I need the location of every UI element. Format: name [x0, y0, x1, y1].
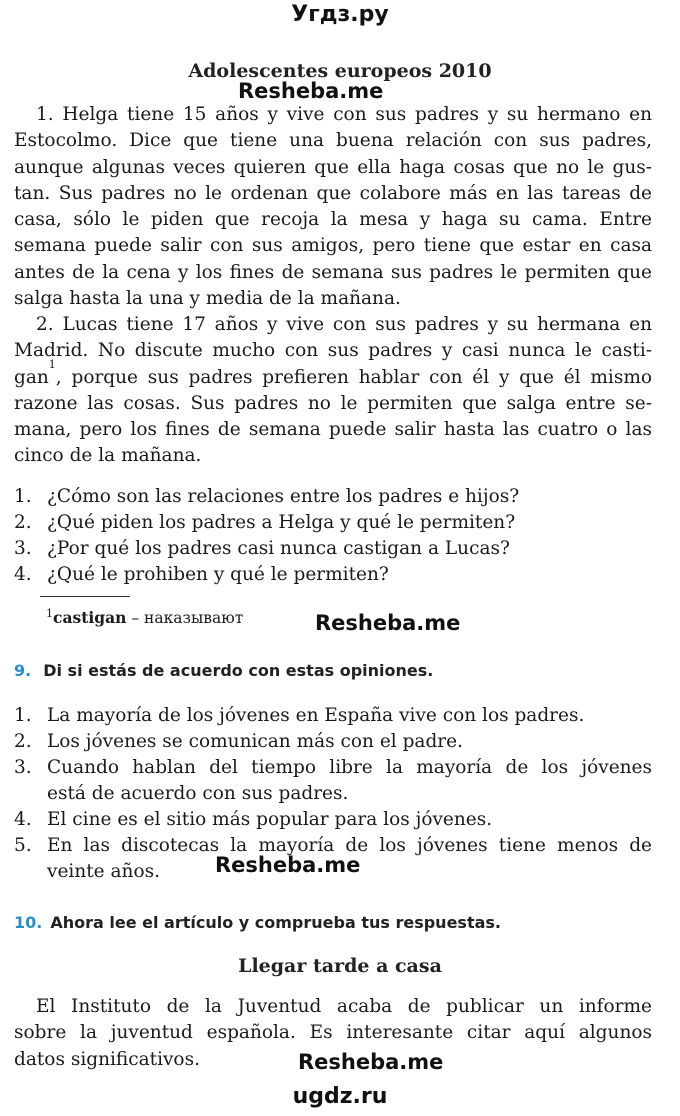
text-line: antes de la cena y los fines de semana sus padres le permiten que — [14, 261, 652, 283]
item-text: ¿Qué le prohiben y qué le permiten? — [47, 564, 389, 585]
task-text: Ahora lee el artículo y comprueba tus respuestas. — [50, 913, 501, 932]
text-line: aunque algunas veces quieren que ella haga cosas que no le gus- — [14, 156, 652, 178]
list-item — [14, 510, 664, 536]
item-text: En las discotecas la mayoría de los jóvenes tiene menos de — [47, 835, 652, 856]
text-line: Madrid. No discute mucho con sus padres y casi nunca le casti- — [14, 340, 652, 362]
text-line: 1. Helga tiene 15 años y vive con sus padres y su hermano en — [36, 104, 652, 125]
text-line: cinco de la mañana. — [14, 445, 202, 467]
text-line: salga hasta la una y media de la mañana. — [14, 288, 401, 310]
footnote-translation: – наказывают — [126, 609, 244, 627]
footnote — [46, 608, 243, 627]
item-text: La mayoría de los jóvenes en España vive con los padres. — [47, 705, 585, 726]
footnote-divider — [40, 596, 130, 597]
footnote-term: castigan — [53, 608, 127, 627]
item-text: está de acuerdo con sus padres. — [47, 783, 349, 804]
item-number: 4. — [14, 564, 32, 585]
item-text: ¿Por qué los padres casi nunca castigan a Lucas? — [47, 538, 510, 559]
watermark-bottom: ugdz.ru — [292, 1084, 388, 1109]
text-line: 2. Lucas tiene 17 años y vive con sus padres y su hermana en — [36, 314, 652, 335]
item-text: ¿Qué piden los padres a Helga y qué le permiten? — [47, 512, 516, 533]
task-9-instruction — [14, 661, 433, 680]
item-number: 1. — [14, 705, 32, 726]
paragraph-lucas — [14, 312, 652, 470]
watermark-top: Угдз.ру — [291, 2, 389, 27]
item-number: 1. — [14, 486, 32, 507]
article-title: Adolescentes europeos 2010 — [188, 60, 492, 82]
text-line: Estocolmo. Dice que tiene una buena relación con sus padres, — [14, 130, 652, 152]
item-number: 2. — [14, 512, 32, 533]
text-line: casa, sólo le piden que recoja la mesa y haga su cama. Entre — [14, 209, 652, 231]
footnote-mark: 1 — [48, 357, 56, 371]
text-fragment: gan — [14, 366, 49, 388]
item-number: 3. — [14, 757, 32, 778]
list-item — [14, 536, 664, 562]
item-text: ¿Cómo son las relaciones entre los padres e hijos? — [47, 486, 520, 507]
article-2-title: Llegar tarde a casa — [238, 955, 442, 977]
task-text: Di si estás de acuerdo con estas opiniones. — [43, 661, 434, 680]
watermark-resheba-3: Resheba.me — [215, 853, 361, 877]
item-text: veinte años. — [47, 861, 160, 882]
watermark-resheba-1: Resheba.me — [238, 79, 384, 103]
text-line: datos significativos. — [14, 1048, 200, 1070]
footnote-mark: 1 — [46, 606, 53, 620]
text-line — [14, 357, 652, 391]
text-line: semana puede salir con sus amigos, pero tiene que estar en casa — [14, 235, 652, 257]
text-line: El Instituto de la Juventud acaba de publicar un informe — [36, 996, 652, 1017]
item-number: 3. — [14, 538, 32, 559]
item-number: 2. — [14, 731, 32, 752]
question-list — [14, 484, 664, 588]
watermark-resheba-4: Resheba.me — [298, 1050, 444, 1074]
item-text: El cine es el sitio más popular para los jóvenes. — [47, 809, 493, 830]
text-line: sobre la juventud española. Es interesante citar aquí algunos — [14, 1022, 652, 1044]
list-item — [14, 703, 664, 729]
text-line: mana, pero los fines de semana puede salir hasta las cuatro o las — [14, 419, 652, 441]
item-number: 5. — [14, 835, 32, 856]
list-item — [14, 729, 664, 755]
list-item — [14, 484, 664, 510]
task-10-instruction — [14, 913, 501, 932]
text-line: razone las cosas. Sus padres no le permiten que salga entre se- — [14, 392, 652, 414]
text-line: tan. Sus padres no le ordenan que colabore más en las tareas de — [14, 182, 652, 204]
item-text: Los jóvenes se comunican más con el padre. — [47, 731, 463, 752]
item-number: 4. — [14, 809, 32, 830]
item-text: Cuando hablan del tiempo libre la mayoría de los jóvenes — [47, 757, 652, 778]
paragraph-helga — [14, 102, 652, 312]
watermark-resheba-2: Resheba.me — [315, 611, 461, 635]
list-item — [14, 562, 664, 588]
task-number: 9. — [14, 661, 32, 680]
list-item — [14, 755, 664, 807]
list-item — [14, 807, 664, 833]
text-fragment: , porque sus padres prefieren hablar con él y que él mismo — [55, 366, 652, 388]
task-number: 10. — [14, 913, 43, 932]
